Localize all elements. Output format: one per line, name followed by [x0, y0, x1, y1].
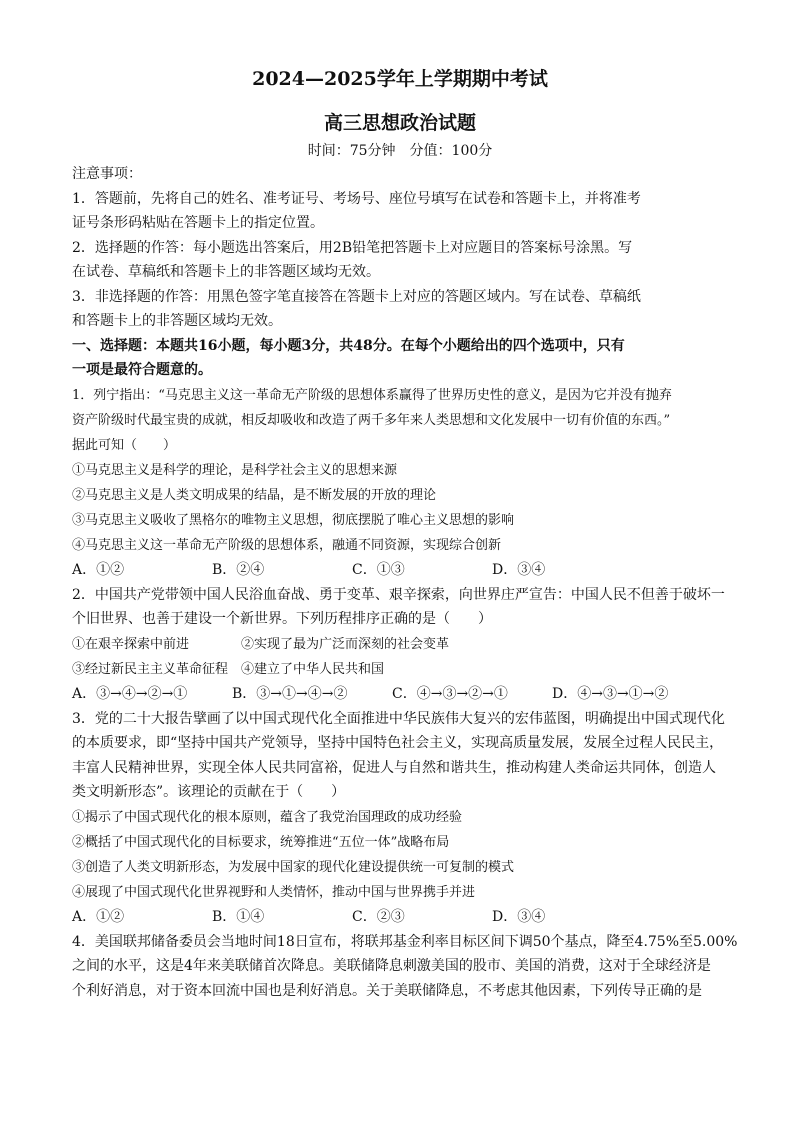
- question-stem-line: 1．列宁指出：“马克思主义这一革命无产阶级的思想体系赢得了世界历史性的意义，是因为它并没有抛弃: [72, 387, 672, 403]
- question-2: [72, 583, 728, 707]
- notice-heading: 注意事项：: [72, 166, 142, 182]
- option-b[interactable]: B．①④: [212, 908, 265, 925]
- notice-line: 证号条形码粘贴在答题卡上的指定位置。: [72, 215, 324, 231]
- section-heading: [72, 334, 728, 383]
- question-item: ①在艰辛探索中前进 ②实现了最为广泛而深刻的社会变革: [72, 636, 450, 652]
- answer-options: [72, 905, 728, 930]
- section-heading-line: 一项是最符合题意的。: [72, 362, 212, 378]
- exam-title: 2024—2025学年上学期期中考试: [252, 68, 548, 90]
- exam-subtitle: 高三思想政治试题: [323, 112, 476, 134]
- option-d[interactable]: D．③④: [492, 908, 546, 925]
- question-stem-line: 资产阶级时代最宝贵的成就，相反却吸收和改造了两千多年来人类思想和文化发展中一切有价值的东西。”: [72, 412, 671, 428]
- notice-line: 在试卷、草稿纸和答题卡上的非答题区域均无效。: [72, 264, 380, 280]
- question-item: ③经过新民主主义革命征程 ④建立了中华人民共和国: [72, 661, 385, 677]
- question-item: ②马克思主义是人类文明成果的结晶，是不断发展的开放的理论: [72, 487, 437, 503]
- notice-line: 2．选择题的作答：每小题选出答案后，用2B铅笔把答题卡上对应题目的答案标号涂黑。写: [72, 239, 633, 256]
- notice-line: 3．非选择题的作答：用黑色签字笔直接答在答题卡上对应的答题区域内。写在试卷、草稿纸: [72, 288, 641, 305]
- option-c[interactable]: C．①③: [352, 561, 405, 578]
- answer-options: [72, 558, 728, 583]
- question-stem-line: 个利好消息，对于资本回流中国也是利好消息。关于美联储降息，不考虑其他因素，下列传导正确的是: [72, 982, 702, 999]
- notice-line: 1．答题前，先将自己的姓名、准考证号、考场号、座位号填写在试卷和答题卡上，并将准考: [72, 190, 641, 207]
- option-a[interactable]: A．①②: [72, 561, 125, 578]
- notice-line: 和答题卡上的非答题区域均无效。: [72, 313, 282, 329]
- question-stem-line: 3．党的二十大报告擘画了以中国式现代化全面推进中华民族伟大复兴的宏伟蓝图，明确提出中国式现代化: [72, 710, 725, 727]
- question-stem-line: 类文明新形态”。该理论的贡献在于（ ）: [72, 784, 346, 800]
- section-heading-line: 一、选择题：本题共16小题，每小题3分，共48分。在每个小题给出的四个选项中，只有: [72, 337, 625, 354]
- question-item: ③创造了人类文明新形态，为发展中国家的现代化建设提供统一可复制的模式: [72, 859, 515, 875]
- option-d[interactable]: D．④→③→①→②: [552, 685, 669, 702]
- question-stem-line: 之间的水平，这是4年来美联储首次降息。美联储降息刺激美国的股市、美国的消费，这对于全球经济是: [72, 958, 711, 974]
- question-item: ①马克思主义是科学的理论，是科学社会主义的思想来源: [72, 462, 398, 478]
- option-c[interactable]: C．②③: [352, 908, 405, 925]
- option-a[interactable]: A．③→④→②→①: [72, 685, 188, 702]
- option-a[interactable]: A．①②: [72, 908, 125, 925]
- question-4: [72, 930, 738, 1004]
- question-3: [72, 707, 728, 930]
- question-1: [72, 383, 728, 583]
- question-item: ①揭示了中国式现代化的根本原则，蕴含了我党治国理政的成功经验: [72, 809, 463, 825]
- question-item: ②概括了中国式现代化的目标要求，统筹推进“五位一体”战略布局: [72, 834, 450, 850]
- option-b[interactable]: B．②④: [212, 561, 265, 578]
- notice-block: [72, 162, 728, 334]
- option-b[interactable]: B．③→①→④→②: [232, 685, 348, 702]
- question-stem-line: 2．中国共产党带领中国人民浴血奋战、勇于变革、艰辛探索，向世界庄严宣告：中国人民不但善于破坏一: [72, 586, 725, 603]
- question-stem-line: 丰富人民精神世界，实现全体人民共同富裕，促进人与自然和谐共生，推动构建人类命运共同体，创造人: [72, 759, 716, 776]
- answer-options: [72, 682, 728, 707]
- option-c[interactable]: C．④→③→②→①: [392, 685, 508, 702]
- option-d[interactable]: D．③④: [492, 561, 546, 578]
- question-item: ④展现了中国式现代化世界视野和人类情怀，推动中国与世界携手并进: [72, 884, 476, 900]
- exam-page: [72, 64, 738, 1003]
- question-stem-line: 的本质要求，即“坚持中国共产党领导，坚持中国特色社会主义，实现高质量发展，发展全过程人民民主，: [72, 735, 724, 751]
- question-stem-line: 个旧世界、也善于建设一个新世界。下列历程排序正确的是（ ）: [72, 611, 492, 627]
- question-stem-line: 4．美国联邦储备委员会当地时间18日宣布，将联邦基金利率目标区间下调50个基点，降至4.75%至5.00%: [72, 933, 738, 950]
- question-item: ③马克思主义吸收了黑格尔的唯物主义思想，彻底摆脱了唯心主义思想的影响: [72, 512, 515, 528]
- exam-meta: 时间：75分钟 分值：100分: [307, 143, 493, 159]
- question-item: ④马克思主义这一革命无产阶级的思想体系，融通不同资源，实现综合创新: [72, 537, 502, 553]
- question-stem-line: 据此可知（ ）: [72, 437, 177, 453]
